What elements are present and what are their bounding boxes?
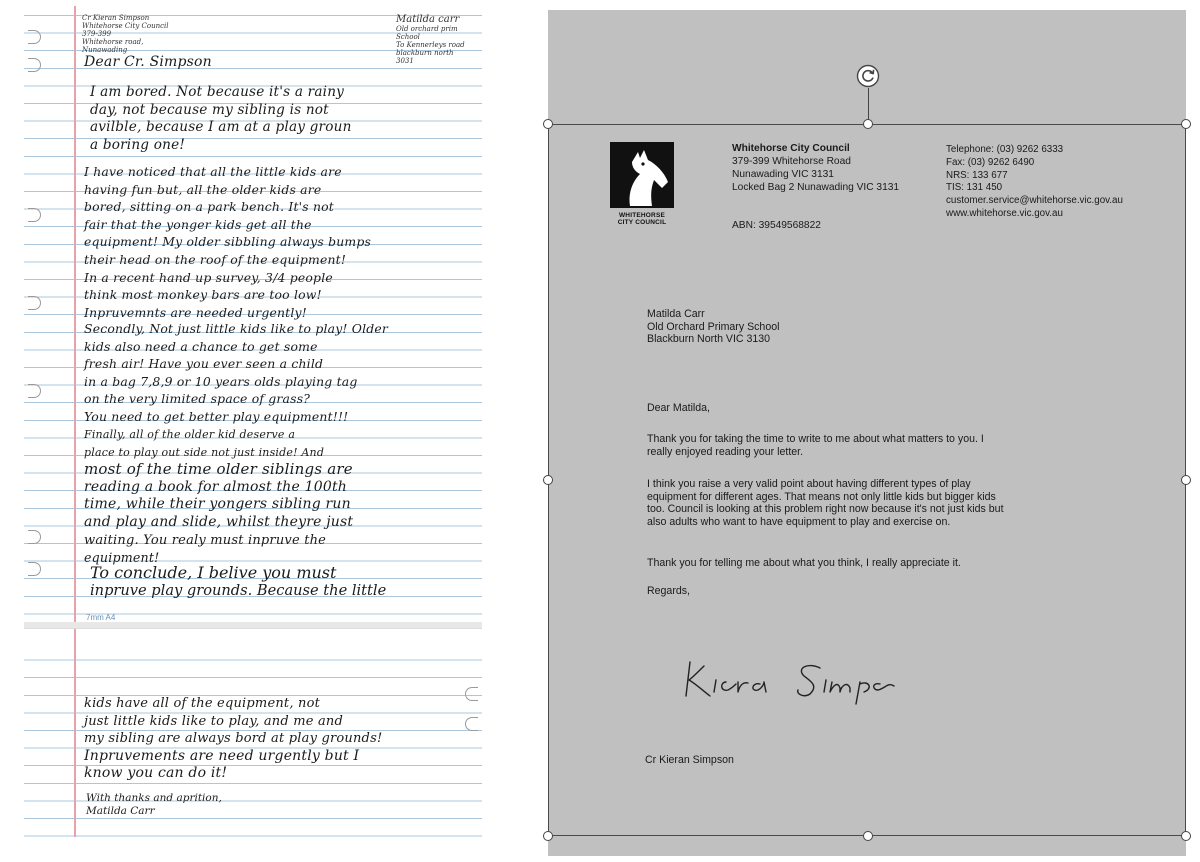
resize-handle-top[interactable] bbox=[863, 119, 873, 129]
margin-line bbox=[74, 629, 76, 837]
resize-handle-top-right[interactable] bbox=[1181, 119, 1191, 129]
binder-hole bbox=[28, 296, 41, 310]
handwritten-letter-page-1 bbox=[24, 6, 482, 622]
council-logo-text: WHITEHORSE CITY COUNCIL bbox=[617, 212, 667, 226]
council-abn: ABN: 39549568822 bbox=[732, 220, 821, 231]
council-address-block: Whitehorse City Council 379-399 Whitehorse Road Nunawading VIC 3131 Locked Bag 2 Nunawading VIC 3131 bbox=[732, 143, 900, 193]
letter-salutation: Dear Matilda, bbox=[647, 402, 710, 414]
handwritten-letter-page-2 bbox=[24, 628, 482, 837]
letter-paragraph-2: I think you raise a very valid point about having different types of play equipment for different ages. That means not only little kids but bigger kids too. Council is looking at this problem right now because it's not just kids but also adults who want to have equipment to play and exercise on. bbox=[647, 478, 1004, 528]
handwritten-closing: With thanks and aprition, Matilda Carr bbox=[86, 792, 222, 817]
paper-size-label: 7mm A4 bbox=[86, 613, 116, 622]
resize-handle-top-left[interactable] bbox=[543, 119, 553, 129]
letter-regards: Regards, bbox=[647, 585, 690, 597]
handwritten-paragraph-5: To conclude, I belive you must inpruve play grounds. Because the little bbox=[90, 563, 387, 599]
binder-hole bbox=[465, 687, 478, 701]
handwritten-continuation: kids have all of the equipment, not just little kids like to play, and me and my sibling are always bord at play grounds! Inpruvements are need urgently but I know you can do it! bbox=[84, 696, 383, 782]
letter-paragraph-1: Thank you for taking the time to write to me about what matters to you. I really enjoyed reading your letter. bbox=[647, 433, 984, 458]
council-contact-block: Telephone: (03) 9262 6333 Fax: (03) 9262 6490 NRS: 133 677 TIS: 131 450 customer.service@whitehorse.vic.gov.au www.whitehorse.vic.gov.au bbox=[946, 144, 1123, 219]
binder-hole bbox=[28, 562, 41, 576]
handwritten-signature bbox=[680, 650, 900, 706]
binder-hole bbox=[28, 208, 41, 222]
rotate-handle-icon[interactable] bbox=[856, 64, 880, 88]
resize-handle-bottom-right[interactable] bbox=[1181, 831, 1191, 841]
sender-address-block: Cr Kieran Simpson Whitehorse City Council 379-399 Whitehorse road, Nunawading bbox=[82, 14, 169, 54]
letter-recipient-block: Matilda Carr Old Orchard Primary School Blackburn North VIC 3130 bbox=[647, 308, 780, 346]
resize-handle-bottom-left[interactable] bbox=[543, 831, 553, 841]
handwritten-paragraph-1: I am bored. Not because it's a rainy day, not because my sibling is not avilble, because I am at a play groun a boring one! bbox=[90, 84, 352, 153]
binder-hole bbox=[28, 58, 41, 72]
margin-line bbox=[74, 6, 76, 622]
resize-handle-left[interactable] bbox=[543, 475, 553, 485]
council-horse-logo bbox=[610, 142, 674, 208]
binder-hole bbox=[28, 30, 41, 44]
binder-hole bbox=[465, 717, 478, 731]
handwritten-paragraph-2: I have noticed that all the little kids are having fun but, all the older kids are bored, sitting on a park bench. It's not fair that the yonger kids get all the equipment! My older sibbling always bumps their head on the roof of the equipment! In a recent hand up survey, 3/4 people think most monkey bars are too low! Inpruvemnts are needed urgently! bbox=[84, 164, 372, 320]
resize-handle-right[interactable] bbox=[1181, 475, 1191, 485]
letter-signatory: Cr Kieran Simpson bbox=[645, 754, 734, 766]
letter-paragraph-3: Thank you for telling me about what you think, I really appreciate it. bbox=[647, 557, 961, 569]
handwritten-salutation: Dear Cr. Simpson bbox=[84, 54, 212, 70]
resize-handle-bottom[interactable] bbox=[863, 831, 873, 841]
binder-hole bbox=[28, 384, 41, 398]
binder-hole bbox=[28, 530, 41, 544]
handwritten-paragraph-4: Finally, all of the older kid deserve a place to play out side not just inside! And most of the time older siblings are reading a book for almost the 100th time, while their yongers sibling run and play and slide, whilst theyre just waiting. You realy must inpruve the equipment! bbox=[84, 428, 354, 566]
handwritten-paragraph-3: Secondly, Not just little kids like to play! Older kids also need a chance to get some fresh air! Have you ever seen a child in a bag 7,8,9 or 10 years olds playing tag on the very limited space of grass? You need to get better play equipment!!! bbox=[84, 321, 389, 424]
recipient-address-block: Matilda carr Old orchard prim School To Kennerleys road blackburn north 3031 bbox=[396, 14, 465, 65]
